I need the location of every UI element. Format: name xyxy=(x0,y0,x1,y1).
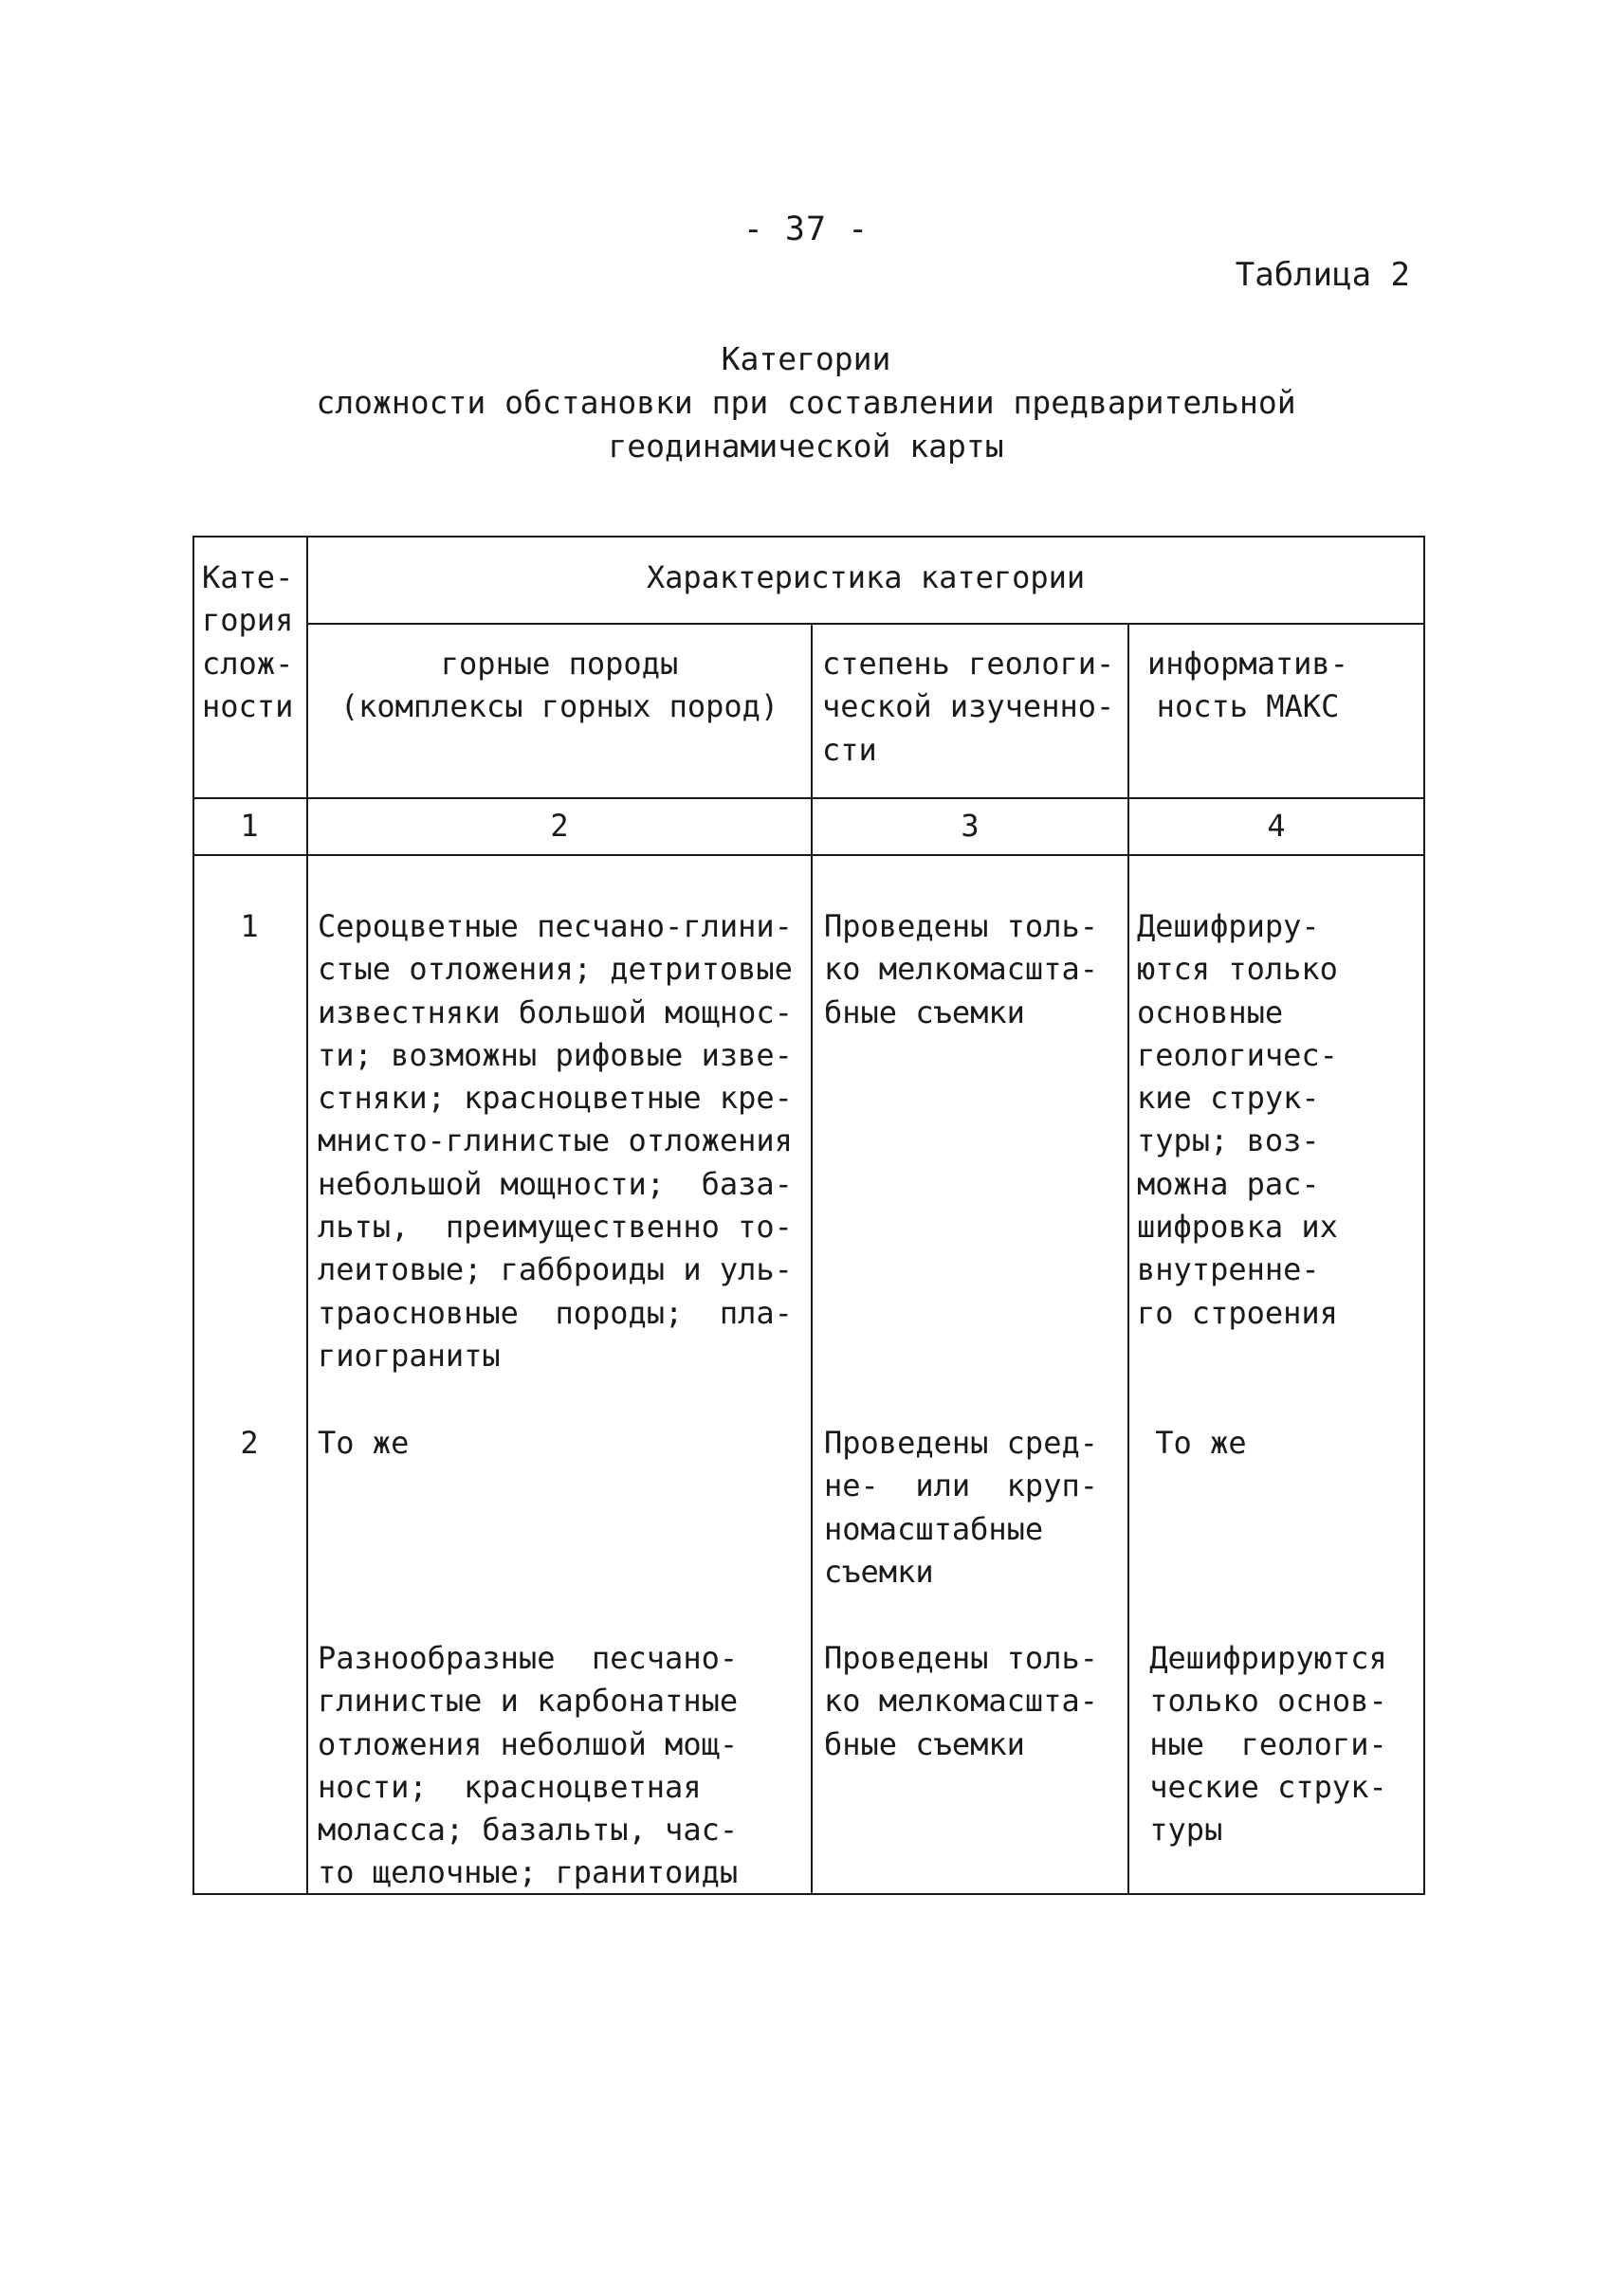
header-characteristic-group: Характеристика категории xyxy=(646,559,1086,595)
column-number-2: 2 xyxy=(550,808,569,844)
title-line-2: сложности обстановки при составлении предварительной xyxy=(316,384,1296,421)
row-1-rocks: Сероцветные песчано-глини- стые отложения; детритовые известняки большой мощнос- ти; возможны рифовые изве- стняки; красноцветные кре- мнисто-глинистые отложения небольшой мощности; база- льты, преимущественно то- леитовые; габброиды и уль- траосновные породы; пла- гиограниты xyxy=(318,908,793,1374)
header-group-divider xyxy=(306,623,1425,625)
table-label: Таблица 2 xyxy=(1235,256,1410,294)
table-title xyxy=(0,337,1612,468)
title-line-1: Категории xyxy=(721,340,891,377)
header-rocks: горные породы (комплексы горных пород) xyxy=(339,646,779,725)
title-line-3: геодинамической карты xyxy=(608,428,1004,465)
row-1-study: Проведены толь- ко мелкомасшта- бные съемки xyxy=(824,908,1098,1030)
header-bottom-border xyxy=(192,797,1425,799)
categories-table xyxy=(192,536,1425,1901)
page-number: - 37 - xyxy=(742,210,870,248)
row-1-category: 1 xyxy=(240,908,259,944)
row-2-info: То же xyxy=(1137,1425,1247,1461)
header-category: Кате- гория слож- ности xyxy=(202,559,294,724)
col1-col2-divider xyxy=(306,536,308,1895)
header-study-degree: степень геологи- ческой изученно- сти xyxy=(822,646,1115,768)
row-3-rocks: Разнообразные песчано- глинистые и карбонатные отложения неболшой мощ- ности; красноцветная моласса; базальты, час- то щелочные; гранитоиды xyxy=(318,1640,739,1891)
column-numbers-bottom-border xyxy=(192,854,1425,856)
row-2-study: Проведены сред- не- или круп- номасштабные съемки xyxy=(824,1425,1098,1590)
row-2-rocks: То же xyxy=(318,1425,410,1461)
table-left-border xyxy=(192,536,194,1895)
row-1-info: Дешифриру- ются только основные геологичес- кие струк- туры; воз- можна рас- шифровка их внутренне- го строения xyxy=(1137,908,1338,1331)
column-number-1: 1 xyxy=(240,808,259,844)
row-3-info: Дешифрируются только основ- ные геологи- ческие струк- туры xyxy=(1149,1640,1387,1849)
table-top-border xyxy=(192,536,1425,538)
column-number-3: 3 xyxy=(961,808,980,844)
row-3-study: Проведены толь- ко мелкомасшта- бные съемки xyxy=(824,1640,1098,1762)
header-maks-informativeness: информатив- ность МАКС xyxy=(1147,646,1348,725)
column-number-4: 4 xyxy=(1267,808,1286,844)
table-right-border xyxy=(1423,536,1425,1895)
row-2-category: 2 xyxy=(240,1425,259,1461)
